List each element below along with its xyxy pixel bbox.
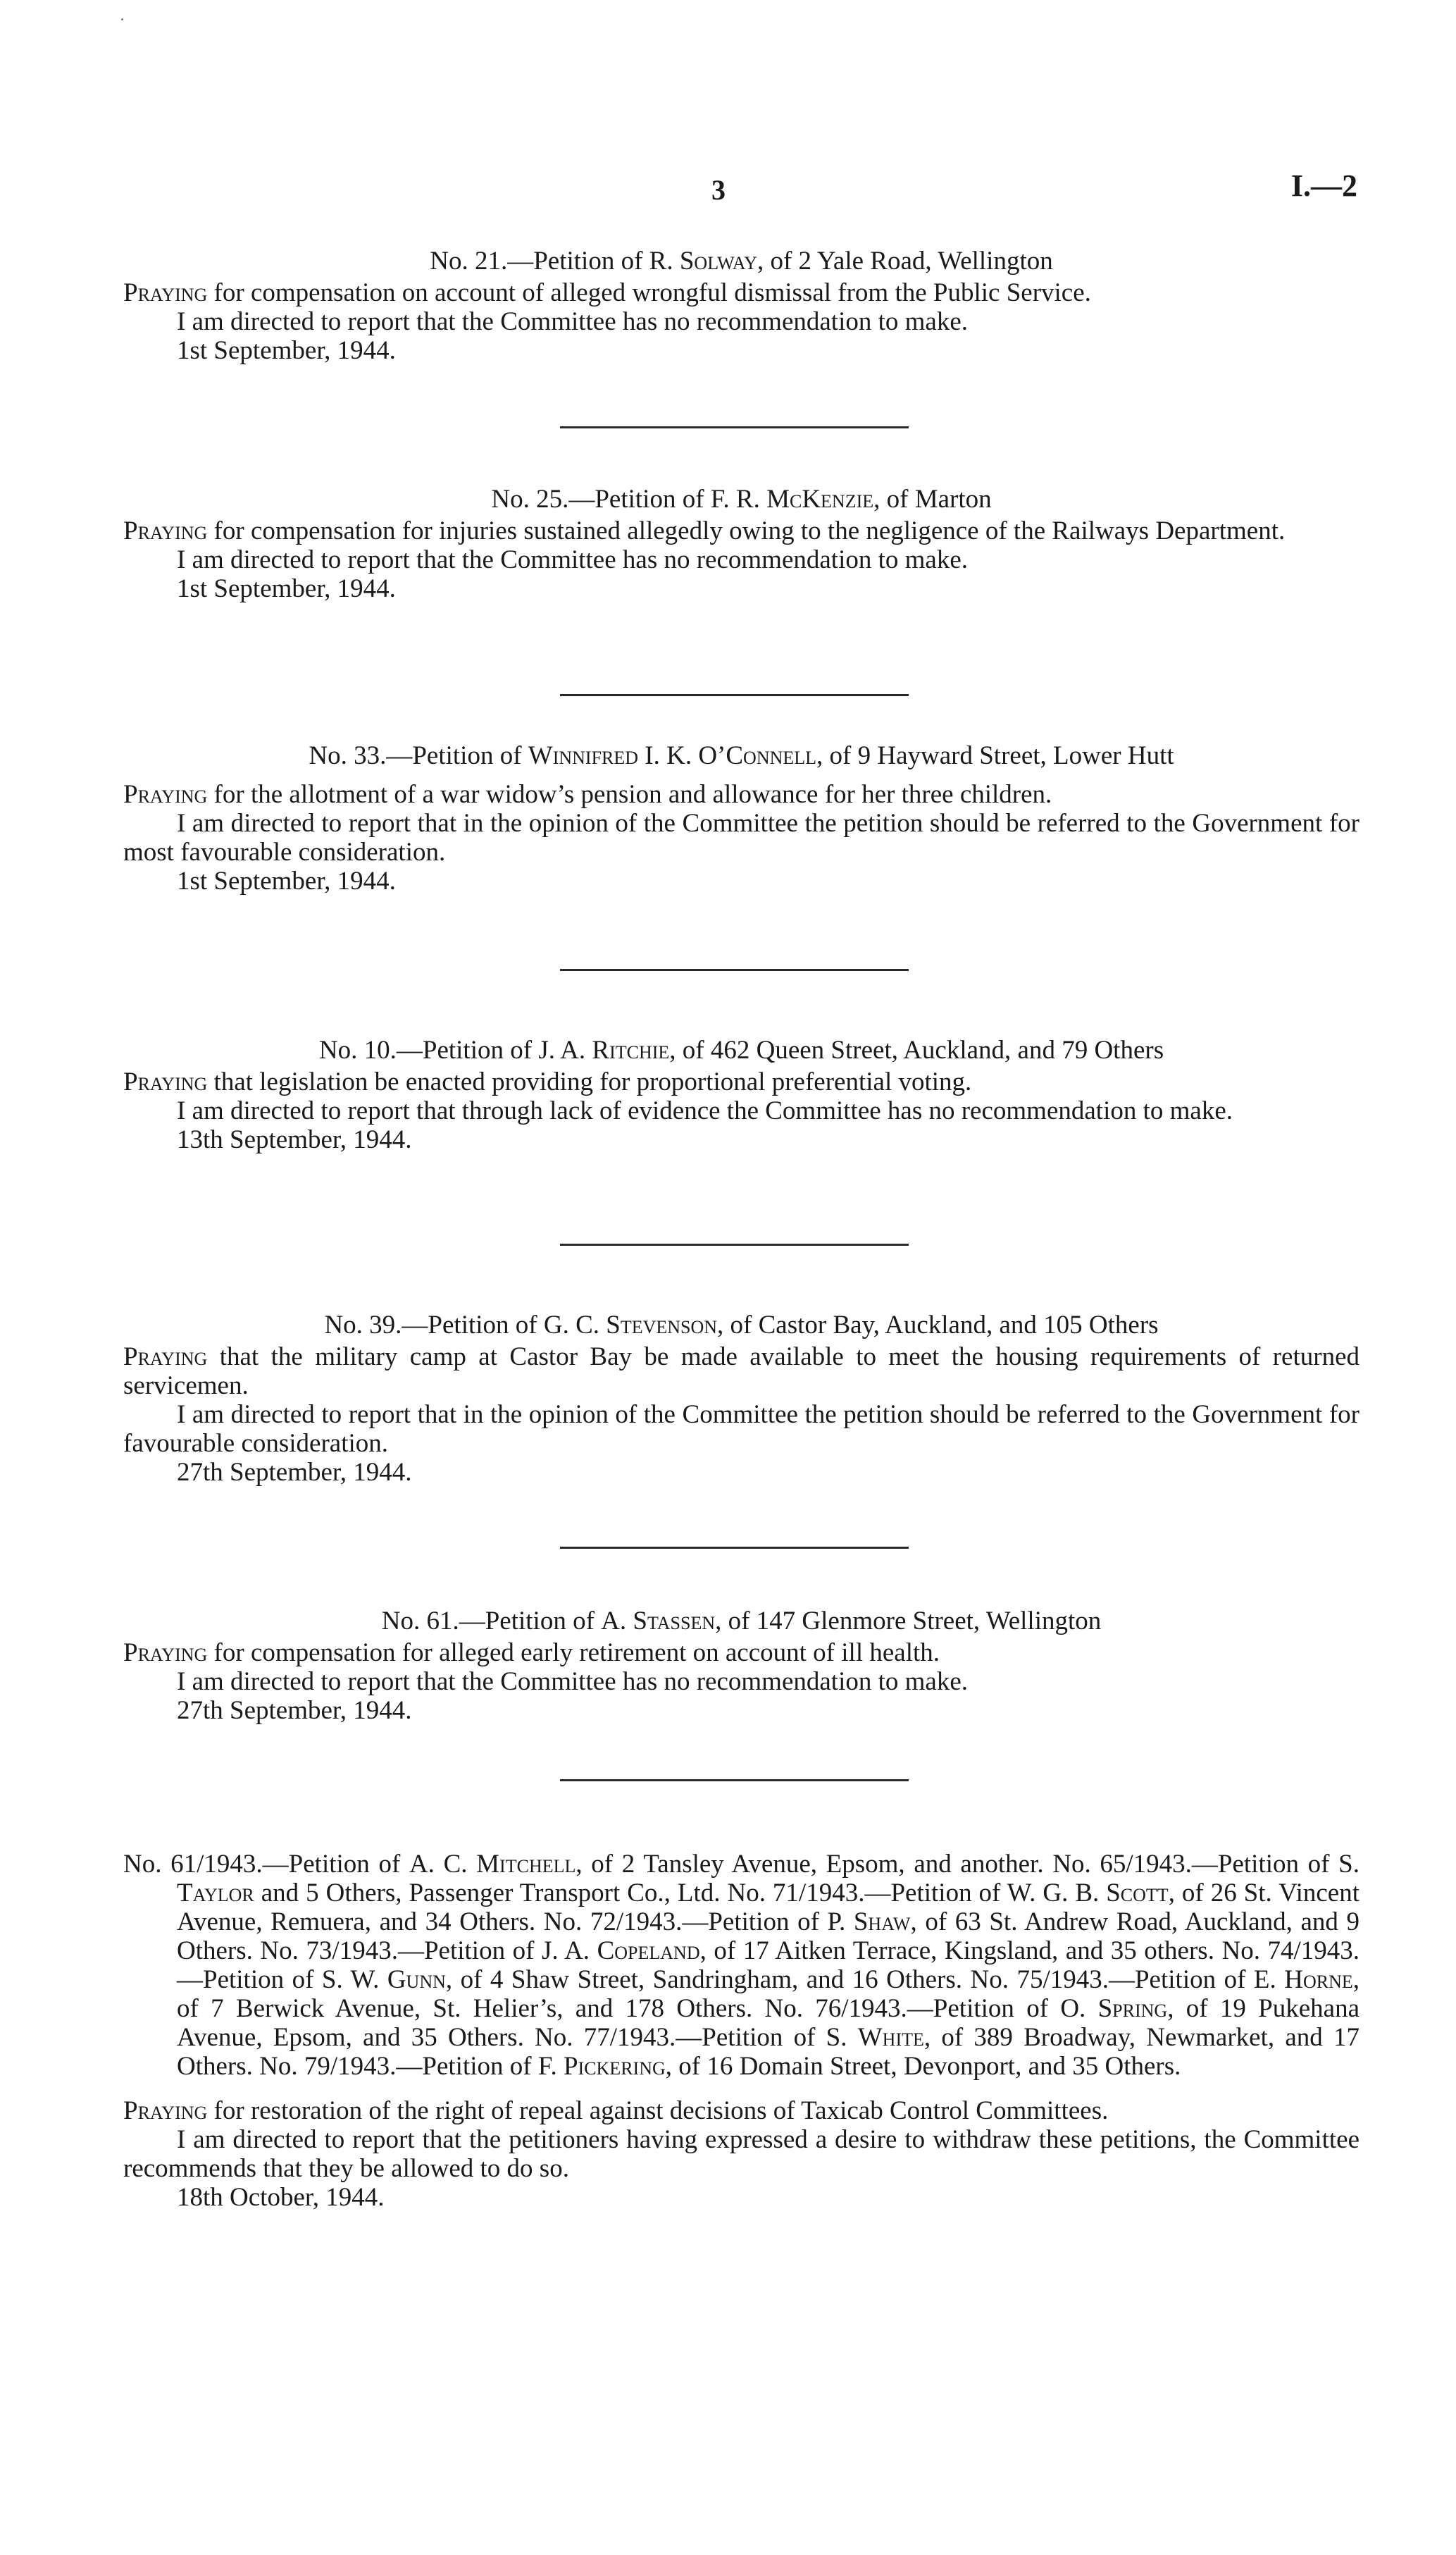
- report-paragraph: I am directed to report that the Committee has no recommendation to make.: [177, 545, 969, 574]
- combined-petition-block: [123, 1850, 1359, 2212]
- petition-block: [123, 1036, 1359, 1154]
- section-divider: [560, 426, 909, 428]
- petition-block: [123, 741, 1359, 896]
- page-number: 3: [711, 174, 726, 206]
- section-divider: [560, 1244, 909, 1246]
- praying-paragraph: Praying for compensation for injuries sustained allegedly owing to the negligence of the Railways Department.: [123, 516, 1286, 545]
- praying-paragraph: Praying for the allotment of a war widow’s pension and allowance for her three children.: [123, 780, 1052, 809]
- date-line: 1st September, 1944.: [177, 574, 396, 603]
- praying-paragraph: Praying that the military camp at Castor Bay be made available to meet the housing requirements of returned servicemen.: [123, 1342, 1359, 1400]
- date-line: 18th October, 1944.: [177, 2183, 385, 2212]
- petition-heading: No. 33.—Petition of Winnifred I. K. O’Connell, of 9 Hayward Street, Lower Hutt: [309, 741, 1174, 770]
- section-divider: [560, 1779, 909, 1781]
- date-line: 1st September, 1944.: [177, 867, 396, 896]
- petition-heading: No. 61.—Petition of A. Stassen, of 147 Glenmore Street, Wellington: [381, 1607, 1102, 1635]
- petition-block: [123, 1311, 1359, 1487]
- praying-paragraph: Praying for restoration of the right of repeal against decisions of Taxicab Control Committees.: [123, 2096, 1109, 2125]
- report-paragraph: I am directed to report that through lack of evidence the Committee has no recommendation to make.: [177, 1096, 1233, 1125]
- report-paragraph: I am directed to report that in the opinion of the Committee the petition should be referred to the Government for most favourable consideration.: [123, 809, 1359, 867]
- date-line: 27th September, 1944.: [177, 1458, 412, 1487]
- report-paragraph: I am directed to report that the petitioners having expressed a desire to withdraw these petitions, the Committee recommends that they be allowed to do so.: [123, 2125, 1359, 2183]
- combined-petition-list: No. 61/1943.—Petition of A. C. Mitchell, of 2 Tansley Avenue, Epsom, and another. No. 65/1943.—Petition of S. Taylor and 5 Others, Passenger Transport Co., Ltd. No. 71/1943.—Petition of W. G. B. Scott, of 26 St. Vincent Avenue, Remuera, and 34 Others. No. 72/1943.—Petition of P. Shaw, of 63 St. Andrew Road, Auckland, and 9 Others. No. 73/1943.—Petition of J. A. Copeland, of 17 Aitken Terrace, Kingsland, and 35 others. No. 74/1943.—Petition of S. W. Gunn, of 4 Shaw Street, Sandringham, and 16 Others. No. 75/1943.—Petition of E. Horne, of 7 Berwick Avenue, St. Helier’s, and 178 Others. No. 76/1943.—Petition of O. Spring, of 19 Pukehana Avenue, Epsom, and 35 Others. No. 77/1943.—Petition of S. White, of 389 Broadway, Newmarket, and 17 Others. No. 79/1943.—Petition of F. Pickering, of 16 Domain Street, Devonport, and 35 Others.: [123, 1850, 1360, 2081]
- petition-heading: No. 10.—Petition of J. A. Ritchie, of 462 Queen Street, Auckland, and 79 Others: [318, 1036, 1164, 1065]
- praying-paragraph: Praying for compensation on account of alleged wrongful dismissal from the Public Service.: [123, 278, 1091, 307]
- date-line: 1st September, 1944.: [177, 336, 396, 365]
- series-number: I.—2: [1290, 168, 1357, 203]
- report-paragraph: I am directed to report that in the opinion of the Committee the petition should be referred to the Government for favourable consideration.: [123, 1400, 1359, 1458]
- petition-heading: No. 21.—Petition of R. Solway, of 2 Yale Road, Wellington: [430, 247, 1053, 276]
- praying-paragraph: Praying that legislation be enacted providing for proportional preferential voting.: [123, 1068, 972, 1096]
- section-divider: [560, 694, 909, 696]
- report-paragraph: I am directed to report that the Committee has no recommendation to make.: [177, 1667, 969, 1696]
- petition-block: [123, 485, 1359, 603]
- praying-paragraph: Praying for compensation for alleged early retirement on account of ill health.: [123, 1638, 940, 1667]
- petition-heading: No. 39.—Petition of G. C. Stevenson, of Castor Bay, Auckland, and 105 Others: [324, 1311, 1159, 1340]
- petition-block: [123, 1607, 1359, 1725]
- section-divider: [560, 969, 909, 971]
- scan-speck: [121, 18, 123, 20]
- petition-block: [123, 247, 1359, 365]
- date-line: 13th September, 1944.: [177, 1125, 412, 1154]
- report-paragraph: I am directed to report that the Committee has no recommendation to make.: [177, 307, 969, 336]
- date-line: 27th September, 1944.: [177, 1696, 412, 1725]
- section-divider: [560, 1547, 909, 1549]
- petition-heading: No. 25.—Petition of F. R. McKenzie, of Marton: [491, 485, 992, 514]
